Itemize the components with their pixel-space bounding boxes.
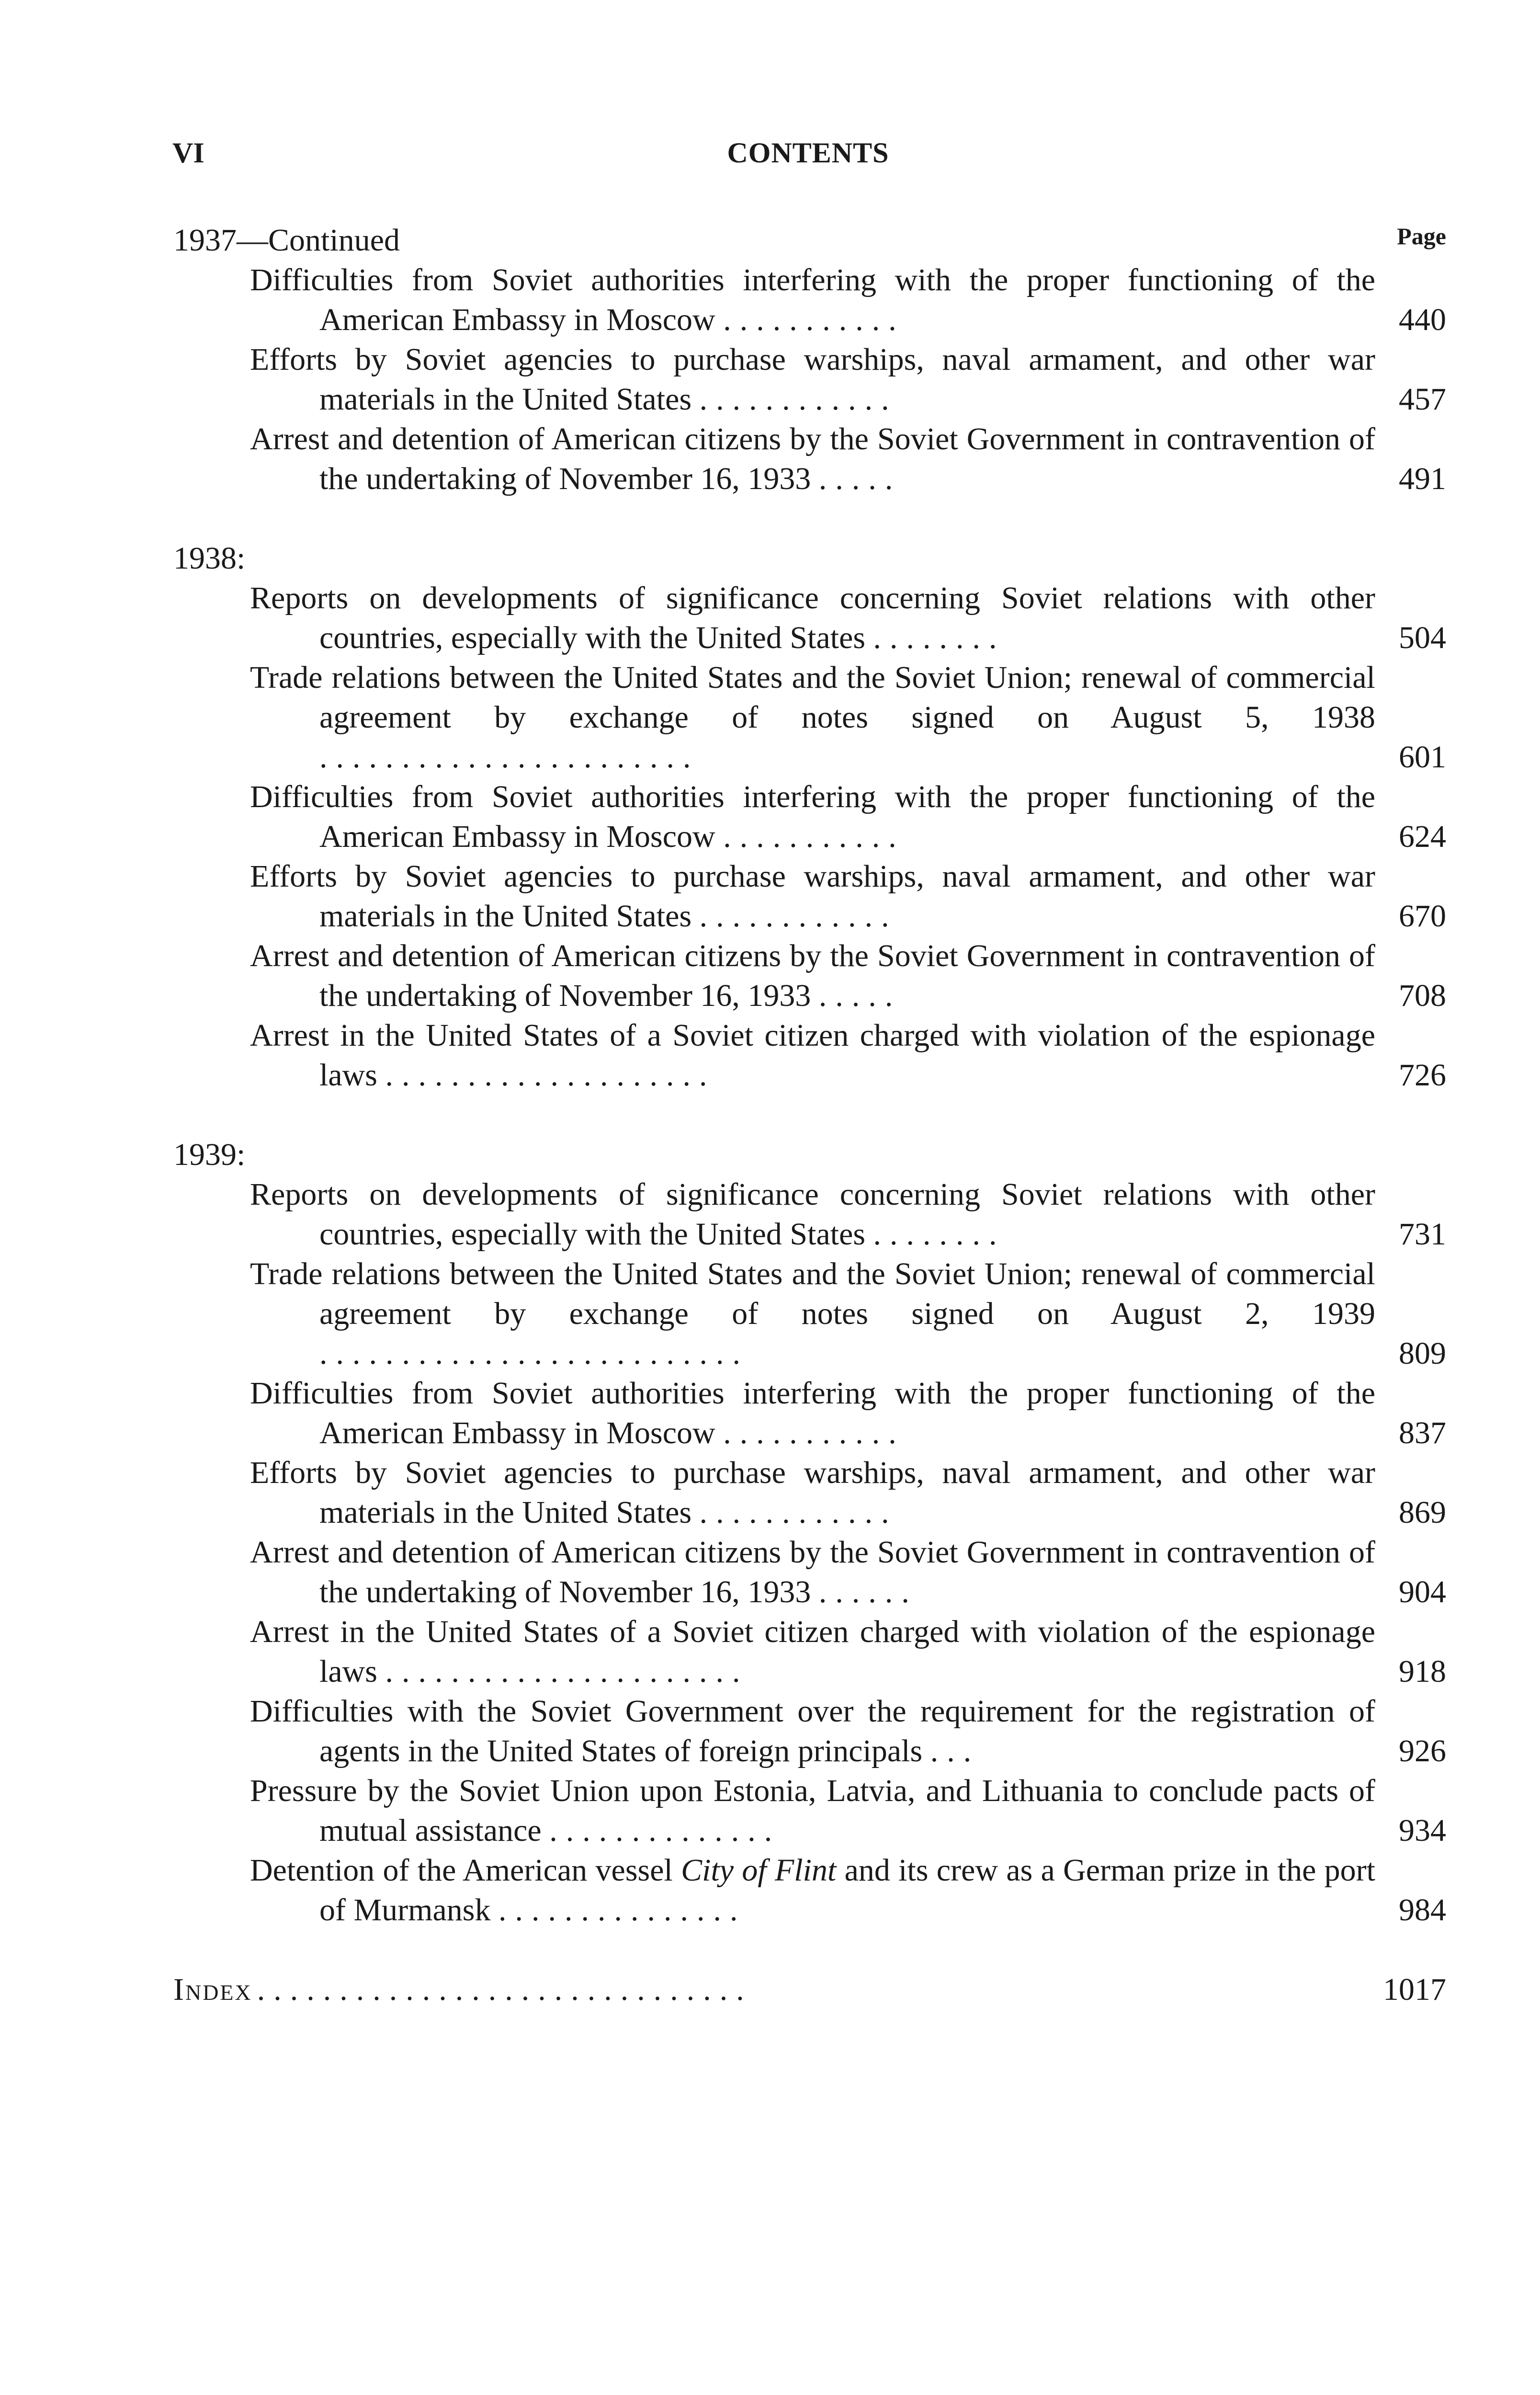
leader-dots: ...... [818, 1574, 918, 1609]
toc-entry[interactable] [173, 1771, 1446, 1850]
page-column-label: Page [1397, 223, 1446, 250]
running-head [172, 137, 1444, 175]
leader-dots: ........ [873, 620, 1006, 655]
toc-entry[interactable] [173, 1453, 1446, 1532]
entry-page-number: 731 [1399, 1217, 1446, 1252]
toc-entry[interactable] [173, 658, 1446, 777]
entry-title: Arrest in the United States of a Soviet citizen charged with violation of the espionage laws [250, 1018, 1375, 1093]
leader-dots: ........... [723, 1415, 905, 1450]
toc-entry[interactable] [173, 1850, 1446, 1930]
leader-dots: ........ [873, 1217, 1006, 1252]
leader-dots: ........... [723, 302, 905, 337]
leader-dots: .................... [385, 1058, 716, 1093]
toc-entry-index[interactable] [173, 1970, 1446, 2009]
toc-entry[interactable] [173, 578, 1446, 658]
leader-dots: .............. [549, 1813, 781, 1848]
entry-page-number: 869 [1399, 1495, 1446, 1530]
entry-page-number: 601 [1399, 740, 1446, 775]
toc-section-1938 [173, 538, 1446, 1095]
entry-title: Difficulties from Soviet authorities interfering with the proper functioning of the American Embassy in Moscow [250, 779, 1375, 854]
leader-dots: ............ [699, 382, 898, 417]
toc-entry[interactable] [173, 1691, 1446, 1771]
leader-dots: ...................... [385, 1654, 749, 1689]
entry-page-number: 708 [1399, 978, 1446, 1013]
toc-entry[interactable] [173, 260, 1446, 340]
leader-dots: ... [930, 1734, 980, 1768]
entry-page-number: 670 [1399, 899, 1446, 934]
entry-page-number: 984 [1399, 1893, 1446, 1927]
index-label: Index [173, 1972, 252, 2007]
entry-page-number: 926 [1399, 1734, 1446, 1768]
entry-title: Reports on developments of significance concerning Soviet relations with other countries, especially with the United States [250, 1177, 1375, 1252]
section-title: 1938: [173, 541, 246, 576]
entry-page-number: 504 [1399, 620, 1446, 655]
toc-entry[interactable] [173, 419, 1446, 499]
entry-title: Difficulties with the Soviet Government over the requirement for the registration of agents in the United States of foreign principals [250, 1694, 1375, 1768]
entry-page-number: 457 [1399, 382, 1446, 417]
entry-title-after: and its crew as a German prize in the port of Murmansk [319, 1853, 1375, 1927]
toc-entry[interactable] [173, 777, 1446, 856]
entry-title: Efforts by Soviet agencies to purchase warships, naval armament, and other war materials in the United States [250, 859, 1375, 934]
toc-entry[interactable] [173, 340, 1446, 419]
leader-dots: .......................... [319, 1336, 749, 1371]
entry-title: Efforts by Soviet agencies to purchase warships, naval armament, and other war materials in the United States [250, 342, 1375, 417]
entry-title: Pressure by the Soviet Union upon Estonia, Latvia, and Lithuania to conclude pacts of mutual assistance [250, 1773, 1375, 1848]
entry-page-number: 934 [1399, 1813, 1446, 1848]
section-title: 1937—Continued [173, 223, 400, 258]
entry-title: Arrest and detention of American citizens by the Soviet Government in contravention of the undertaking of November 16, 1933 [250, 1535, 1375, 1609]
page-title: CONTENTS [727, 137, 889, 169]
leader-dots: ............... [498, 1893, 747, 1927]
leader-dots: ....................... [319, 740, 700, 775]
toc-entry[interactable] [173, 856, 1446, 936]
vessel-name: City of Flint [681, 1853, 837, 1888]
leader-dots: ..... [818, 461, 902, 496]
toc-section-1939 [173, 1135, 1446, 1930]
toc-entry[interactable] [173, 1175, 1446, 1254]
entry-title: Difficulties from Soviet authorities interfering with the proper functioning of the American Embassy in Moscow [250, 262, 1375, 337]
entry-page-number: 1017 [1383, 1972, 1446, 2007]
table-of-contents [173, 220, 1446, 2009]
entry-page-number: 904 [1399, 1574, 1446, 1609]
leader-dots: ..... [818, 978, 902, 1013]
toc-entry[interactable] [173, 1254, 1446, 1373]
entry-page-number: 726 [1399, 1058, 1446, 1093]
entry-page-number: 918 [1399, 1654, 1446, 1689]
toc-entry[interactable] [173, 1373, 1446, 1453]
entry-page-number: 440 [1399, 302, 1446, 337]
entry-title: Difficulties from Soviet authorities interfering with the proper functioning of the American Embassy in Moscow [250, 1376, 1375, 1450]
leader-dots: ............ [699, 1495, 898, 1530]
entry-page-number: 491 [1399, 461, 1446, 496]
leader-dots: ............ [699, 899, 898, 934]
section-title: 1939: [173, 1137, 246, 1172]
entry-title: Arrest and detention of American citizens by the Soviet Government in contravention of the undertaking of November 16, 1933 [250, 938, 1375, 1013]
toc-entry[interactable] [173, 936, 1446, 1015]
entry-title: Reports on developments of significance concerning Soviet relations with other countries, especially with the United States [250, 581, 1375, 655]
toc-entry[interactable] [173, 1532, 1446, 1612]
entry-title: Trade relations between the United States and the Soviet Union; renewal of commercial agreement by exchange of notes signed on August 2, 1939 [250, 1256, 1375, 1331]
entry-title: Efforts by Soviet agencies to purchase warships, naval armament, and other war materials in the United States [250, 1455, 1375, 1530]
entry-page-number: 809 [1399, 1336, 1446, 1371]
entry-title: Trade relations between the United States and the Soviet Union; renewal of commercial agreement by exchange of notes signed on August 5, 1938 [250, 660, 1375, 735]
toc-entry[interactable] [173, 1612, 1446, 1691]
entry-page-number: 837 [1399, 1415, 1446, 1450]
leader-dots: ........... [723, 819, 905, 854]
entry-page-number: 624 [1399, 819, 1446, 854]
page-folio: VI [172, 137, 204, 169]
entry-title: Arrest and detention of American citizens by the Soviet Government in contravention of the undertaking of November 16, 1933 [250, 422, 1375, 496]
leader-dots: .............................. [257, 1972, 753, 2007]
toc-section-1937 [173, 220, 1446, 499]
toc-entry[interactable] [173, 1015, 1446, 1095]
entry-title-before: Detention of the American vessel [250, 1853, 681, 1888]
entry-title: Arrest in the United States of a Soviet citizen charged with violation of the espionage laws [250, 1614, 1375, 1689]
